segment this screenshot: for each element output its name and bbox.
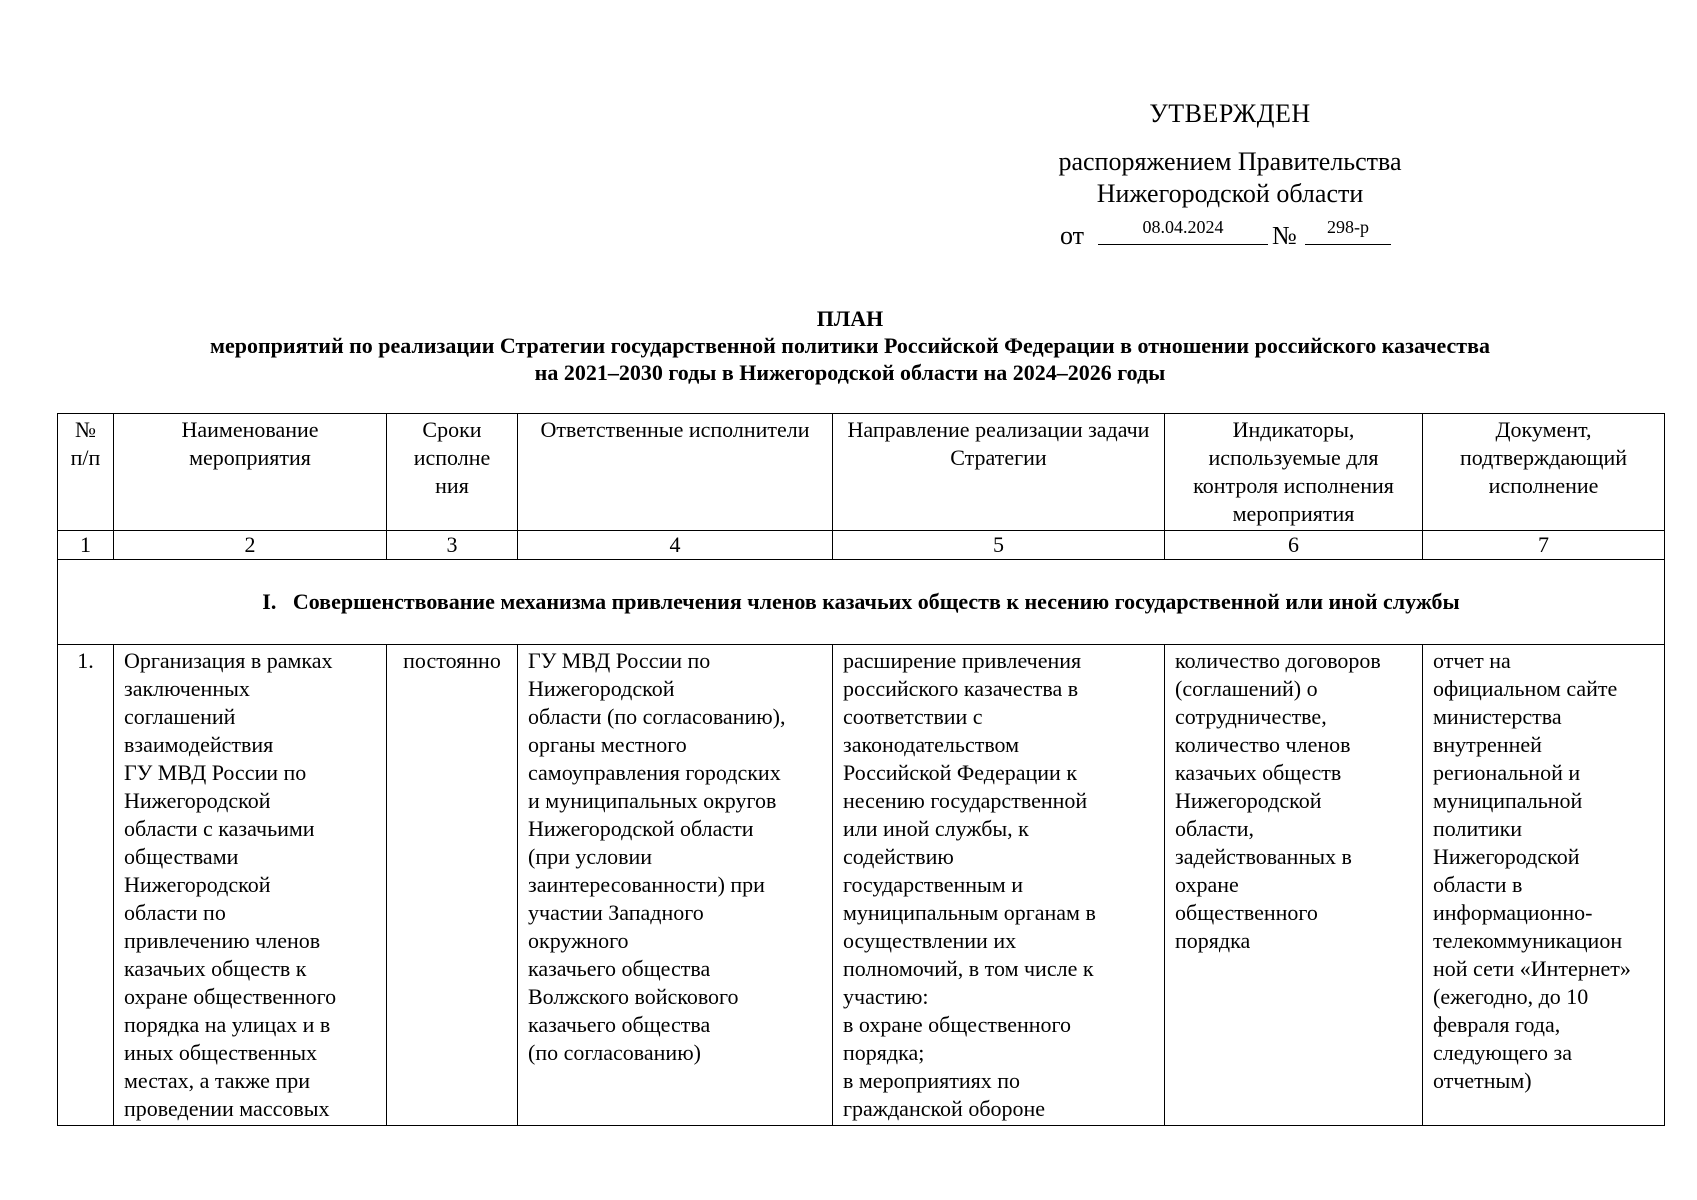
row-number: 1. — [58, 645, 114, 1126]
cell-line: участии Западного — [528, 900, 704, 925]
cell-line: законодательством — [843, 732, 1020, 757]
cell-line: телекоммуникацион — [1433, 928, 1623, 953]
cell-line: казачьих обществ — [1175, 760, 1342, 785]
cell-line: соответствии с — [843, 704, 983, 729]
cell-line: участию: — [843, 984, 929, 1009]
column-number: 1 — [58, 531, 114, 560]
order-line — [1000, 210, 1460, 250]
cell-line: общественного — [1175, 900, 1318, 925]
header-name: Наименование мероприятия — [114, 414, 387, 531]
cell-line: Нижегородской — [124, 872, 271, 897]
column-number: 4 — [518, 531, 833, 560]
cell-line: ГУ МВД России по — [124, 760, 307, 785]
cell-line: содействию — [843, 844, 954, 869]
cell-line: иных общественных — [124, 1040, 318, 1065]
cell-line: Нижегородской — [124, 788, 271, 813]
section-title: I. Совершенствование механизма привлечения членов казачьих обществ к несению государственной или иной службы — [58, 560, 1665, 645]
cell-line: министерства — [1433, 704, 1562, 729]
column-number: 6 — [1165, 531, 1423, 560]
plan-subtitle-1: мероприятий по реализации Стратегии государственной политики Российской Федерации в отношении российского казачества — [210, 333, 1490, 358]
column-number: 5 — [833, 531, 1165, 560]
approval-line-2: Нижегородской области — [1096, 179, 1364, 208]
cell-line: заключенных — [124, 676, 250, 701]
cell-line: сотрудничестве, — [1175, 704, 1327, 729]
cell-line: отчетным) — [1433, 1068, 1532, 1093]
cell-line: охране — [1175, 872, 1239, 897]
row-indicators — [1165, 645, 1423, 1126]
cell-line: области (по согласованию), — [528, 704, 786, 729]
header-number: № п/п — [58, 414, 114, 531]
cell-line: российского казачества в — [843, 676, 1079, 701]
section-row — [58, 560, 1665, 645]
cell-line: Нижегородской — [1175, 788, 1322, 813]
cell-line: количество договоров — [1175, 648, 1381, 673]
cell-line: февраля года, — [1433, 1012, 1561, 1037]
cell-line: обществами — [124, 844, 239, 869]
cell-line: гражданской обороне — [843, 1096, 1046, 1121]
approved-title: УТВЕРЖДЕН — [1149, 99, 1311, 128]
plan-subtitle-2: на 2021–2030 годы в Нижегородской области на 2024–2026 годы — [534, 360, 1166, 385]
header-responsible: Ответственные исполнители — [518, 414, 833, 531]
cell-line: (соглашений) о — [1175, 676, 1318, 701]
cell-line: казачьего общества — [528, 956, 711, 981]
cell-line: (ежегодно, до 10 — [1433, 984, 1589, 1009]
number-sign: № — [1272, 221, 1297, 250]
cell-line: области, — [1175, 816, 1255, 841]
approval-block — [1000, 98, 1460, 250]
column-number-row — [58, 531, 1665, 560]
cell-line: региональной и — [1433, 760, 1581, 785]
cell-line: порядка; — [843, 1040, 925, 1065]
header-deadline: Сроки исполне ния — [387, 414, 518, 531]
cell-line: количество членов — [1175, 732, 1351, 757]
cell-line: муниципальной — [1433, 788, 1583, 813]
column-number: 2 — [114, 531, 387, 560]
cell-line: самоуправления городских — [528, 760, 781, 785]
cell-line: порядка — [1175, 928, 1251, 953]
cell-line: политики — [1433, 816, 1523, 841]
cell-line: ной сети «Интернет» — [1433, 956, 1631, 981]
cell-line: соглашений — [124, 704, 236, 729]
cell-line: (при условии — [528, 844, 653, 869]
cell-line: Волжского войскового — [528, 984, 739, 1009]
cell-line: внутренней — [1433, 732, 1542, 757]
cell-line: в охране общественного — [843, 1012, 1072, 1037]
cell-line: заинтересованности) при — [528, 872, 765, 897]
cell-line: отчет на — [1433, 648, 1511, 673]
order-number: 298-р — [1305, 218, 1391, 245]
row-direction — [833, 645, 1165, 1126]
plan-heading — [60, 305, 1640, 386]
cell-line: ГУ МВД России по — [528, 648, 711, 673]
cell-line: области по — [124, 900, 226, 925]
cell-line: органы местного — [528, 732, 687, 757]
header-direction: Направление реализации задачи Стратегии — [833, 414, 1165, 531]
cell-line: Нижегородской — [528, 676, 675, 701]
cell-line: Нижегородской области — [528, 816, 754, 841]
cell-line: информационно- — [1433, 900, 1593, 925]
cell-line: (по согласованию) — [528, 1040, 701, 1065]
cell-line: местах, а также при — [124, 1068, 310, 1093]
cell-line: взаимодействия — [124, 732, 274, 757]
cell-line: в мероприятиях по — [843, 1068, 1021, 1093]
cell-line: казачьих обществ к — [124, 956, 307, 981]
table-row — [58, 645, 1665, 1126]
cell-line: следующего за — [1433, 1040, 1572, 1065]
cell-line: охране общественного — [124, 984, 337, 1009]
cell-line: осуществлении их — [843, 928, 1017, 953]
approval-line-1: распоряжением Правительства — [1058, 147, 1402, 176]
cell-line: области с казачьими — [124, 816, 315, 841]
cell-line: привлечению членов — [124, 928, 321, 953]
header-indicators: Индикаторы, используемые для контроля исполнения мероприятия — [1165, 414, 1423, 531]
header-row — [58, 414, 1665, 531]
plan-table — [57, 413, 1665, 1126]
cell-line: порядка на улицах и в — [124, 1012, 331, 1037]
cell-line: казачьего общества — [528, 1012, 711, 1037]
row-name — [114, 645, 387, 1126]
cell-line: Нижегородской — [1433, 844, 1580, 869]
plan-title: ПЛАН — [816, 306, 884, 331]
row-responsible — [518, 645, 833, 1126]
cell-line: полномочий, в том числе к — [843, 956, 1094, 981]
cell-line: области в — [1433, 872, 1523, 897]
cell-line: муниципальным органам в — [843, 900, 1096, 925]
cell-line: Организация в рамках — [124, 648, 333, 673]
cell-line: расширение привлечения — [843, 648, 1082, 673]
cell-line: проведении массовых — [124, 1096, 330, 1121]
cell-line: Российской Федерации к — [843, 760, 1078, 785]
cell-line: и муниципальных округов — [528, 788, 777, 813]
row-document — [1423, 645, 1665, 1126]
cell-line: несению государственной — [843, 788, 1088, 813]
order-date: 08.04.2024 — [1098, 218, 1268, 245]
column-number: 7 — [1423, 531, 1665, 560]
column-number: 3 — [387, 531, 518, 560]
from-label: от — [1060, 221, 1085, 250]
cell-line: задействованных в — [1175, 844, 1352, 869]
cell-line: или иной службы, к — [843, 816, 1029, 841]
cell-line: окружного — [528, 928, 629, 953]
header-document: Документ, подтверждающий исполнение — [1423, 414, 1665, 531]
row-deadline: постоянно — [387, 645, 518, 1126]
cell-line: официальном сайте — [1433, 676, 1618, 701]
cell-line: государственным и — [843, 872, 1023, 897]
